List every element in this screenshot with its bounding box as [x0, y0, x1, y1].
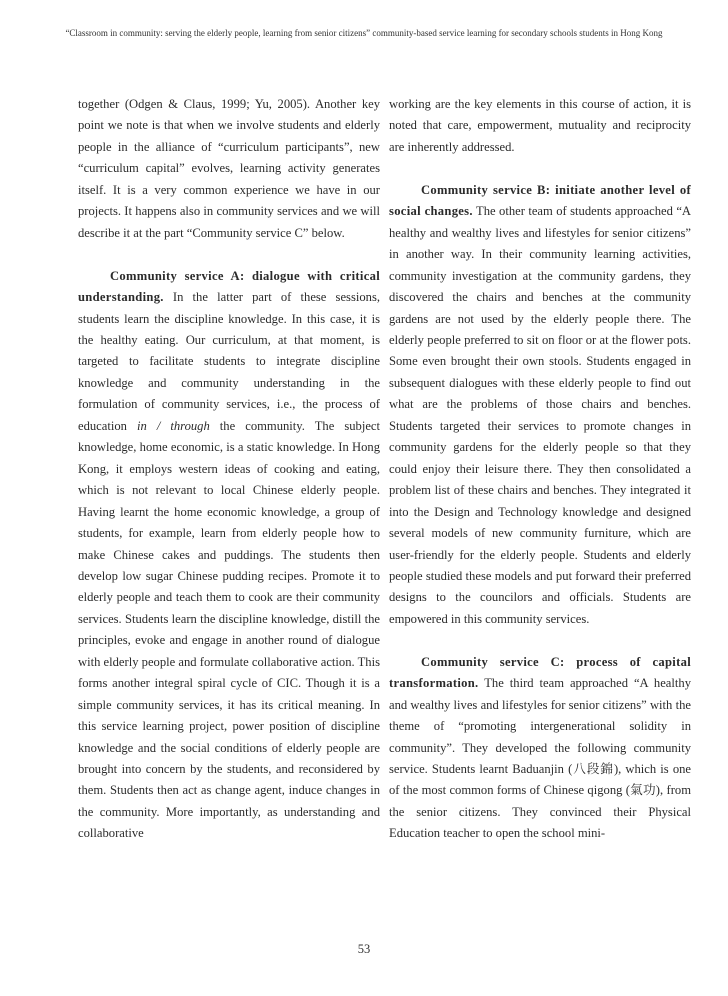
running-header: “Classroom in community: serving the elderly people, learning from senior citizens” community-based service learning for secondary schools students in Hong Kong: [65, 28, 663, 38]
paragraph-intro-continued: together (Odgen & Claus, 1999; Yu, 2005). Another key point we note is that when we involve students and elderly people in the alliance of “curriculum participants”, new “curriculum capital” evolves, learning activity generates itself. It is a very common experience we have in our projects. It happens also in community services and we will describe it at the part “Community service C” below.: [78, 97, 380, 240]
heading-community-service-c: Community service C: process of capital transformation.: [389, 654, 691, 691]
heading-community-service-b: Community service B: initiate another level of social changes.: [389, 182, 691, 219]
section-community-service-a: [78, 266, 380, 845]
paragraph-a-italic: in / through: [137, 418, 210, 433]
page-number: 53: [357, 942, 371, 956]
section-community-service-b: [389, 180, 691, 631]
paragraph-a-continued: working are the key elements in this course of action, it is noted that care, empowerment, mutuality and reciprocity are inherently addressed.: [389, 97, 691, 154]
paragraph-a-text-1: In the latter part of these sessions, students learn the discipline knowledge. In this case, it is the healthy eating. Our curriculum, at that moment, is targeted to facilitate students to integrate discipline knowledge and community understanding in the formulation of community services, i.e., the process of education: [78, 290, 380, 433]
heading-community-service-a: Community service A: dialogue with critical understanding.: [78, 268, 380, 305]
section-community-service-c: [389, 652, 691, 845]
right-column: [389, 94, 691, 845]
paragraph-b-text: The other team of students approached “A healthy and wealthy lives and lifestyles for senior citizens” in another way. In their community learning activities, community investigation at the community gardens, they discovered the chairs and benches at the community gardens are not used by the elderly people there. The elderly people preferred to sit on floor or at the flower pots. Some even brought their own stools. Students engaged in subsequent dialogues with these elderly people to find out what are the problems of those chairs and benches. Students targeted their services to promote changes in community gardens for the elderly people so that they could enjoy their leisure there. They then consolidated a problem list of these chairs and benches. They integrated it into the Design and Technology knowledge and designed several models of new community furniture, which are user-friendly for the elderly people. Students and elderly people studied these models and put forward their preferred designs to the councilors and officials. Students are empowered in this community services.: [389, 204, 692, 626]
left-column: [78, 94, 380, 845]
paragraph-a-text-2: the community. The subject knowledge, home economic, is a static knowledge. In Hong Kong, it employs western ideas of cooking and eating, which is not relevant to local Chinese elderly people. Having learnt the home economic knowledge, a group of students, for example, learn from elderly people how to make Chinese cakes and puddings. The students then develop low sugar Chinese pudding recipes. Promote it to elderly people and teach them to cook are their community services. Students learn the discipline knowledge, distill the principles, evoke and engage in another round of dialogue with elderly people and formulate collaborative action. This forms another integral spiral cycle of CIC. Though it is a simple community services, it has its critical meaning. In this service learning project, power position of discipline knowledge and the social conditions of elderly people are brought into concern by the students, and reconsidered by them. Students then act as change agent, induce changes in the community. More importantly, as understanding and collaborative: [78, 418, 381, 841]
paragraph-c-text: The third team approached “A healthy and wealthy lives and lifestyles for senior citizens” with the theme of “promoting intergenerational solidity in community”. They developed the following community service. Students learnt Baduanjin (八段錦), which is one of the most common forms of Chinese qigong (氣功), from the senior citizens. They convinced their Physical Education teacher to open the school mini-: [389, 676, 691, 841]
